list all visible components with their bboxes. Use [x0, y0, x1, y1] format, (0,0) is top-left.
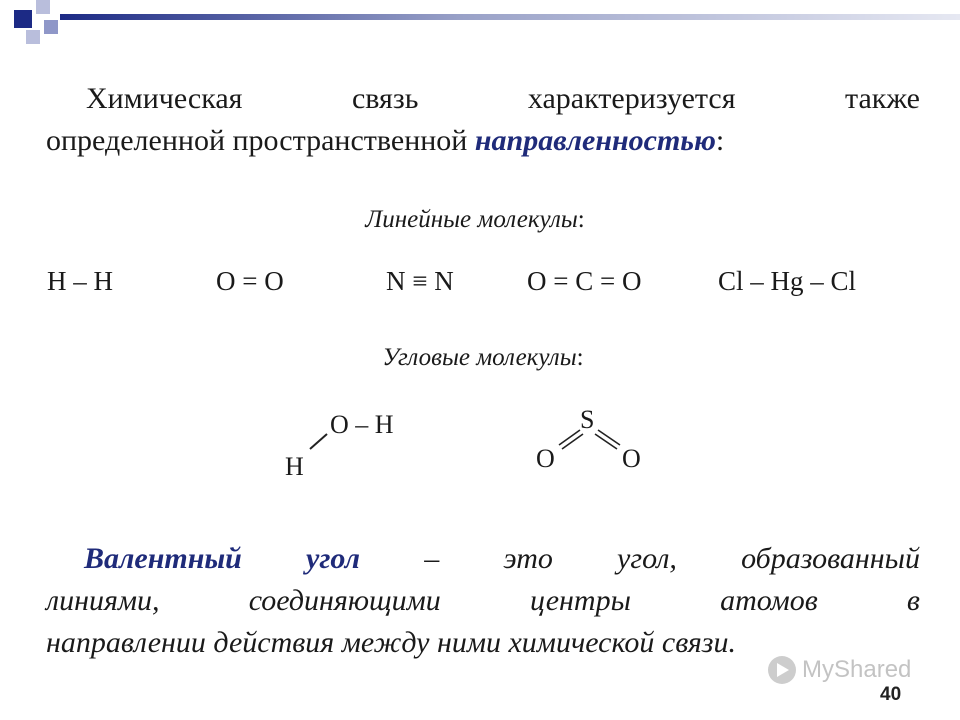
intro-word: также — [844, 82, 920, 115]
intro-accent-term: направленностью — [474, 124, 716, 157]
definition-word: соединяющими — [248, 584, 441, 617]
intro-line2-suffix: : — [715, 124, 725, 157]
linear-caption: Линейные молекулы: — [365, 206, 585, 233]
formula-hgcl2: Cl – Hg – Cl — [718, 266, 857, 296]
definition-word: – — [424, 542, 440, 575]
intro-line2-prefix: определенной пространственной — [46, 124, 475, 157]
intro-paragraph — [46, 78, 920, 162]
header-square-light — [36, 0, 50, 14]
formula-o2: O = O — [216, 266, 284, 296]
watermark — [768, 656, 911, 684]
page-number: 40 — [880, 684, 902, 705]
water-o-h: O – H — [330, 410, 394, 439]
so2-oxygen-right: O — [622, 444, 641, 473]
definition-last-line: направлении действия между ними химической связи. — [46, 626, 736, 659]
definition-word: это — [503, 542, 553, 575]
header-square-mid — [44, 20, 58, 34]
definition-term-word: Валентный — [84, 542, 242, 575]
header-square-dark — [14, 10, 32, 28]
so2-oxygen-left: O — [536, 444, 555, 473]
formula-n2: N ≡ N — [386, 266, 454, 296]
definition-word: образованный — [741, 542, 920, 575]
water-h: H — [285, 452, 304, 481]
header-square-light — [26, 30, 40, 44]
watermark-text: MyShared — [802, 656, 912, 683]
definition-word: угол, — [617, 542, 677, 575]
angular-caption: Угловые молекулы: — [382, 344, 584, 371]
intro-word: характеризуется — [527, 82, 736, 115]
water-bond-line — [300, 425, 340, 455]
definition-word: центры — [529, 584, 631, 617]
formula-h2: H – H — [47, 266, 113, 296]
definition-paragraph — [46, 538, 920, 664]
header-gradient-bar — [60, 14, 960, 20]
definition-word: в — [906, 584, 920, 617]
so2-sulfur: S — [580, 405, 595, 434]
definition-term-word: угол — [306, 542, 361, 575]
intro-word: связь — [351, 82, 419, 115]
definition-word: линиями, — [46, 584, 160, 617]
intro-word: Химическая — [86, 82, 243, 115]
play-icon — [768, 656, 796, 684]
so2-double-bonds — [550, 420, 630, 460]
formula-co2: O = C = O — [527, 266, 642, 296]
definition-word: атомов — [720, 584, 818, 617]
